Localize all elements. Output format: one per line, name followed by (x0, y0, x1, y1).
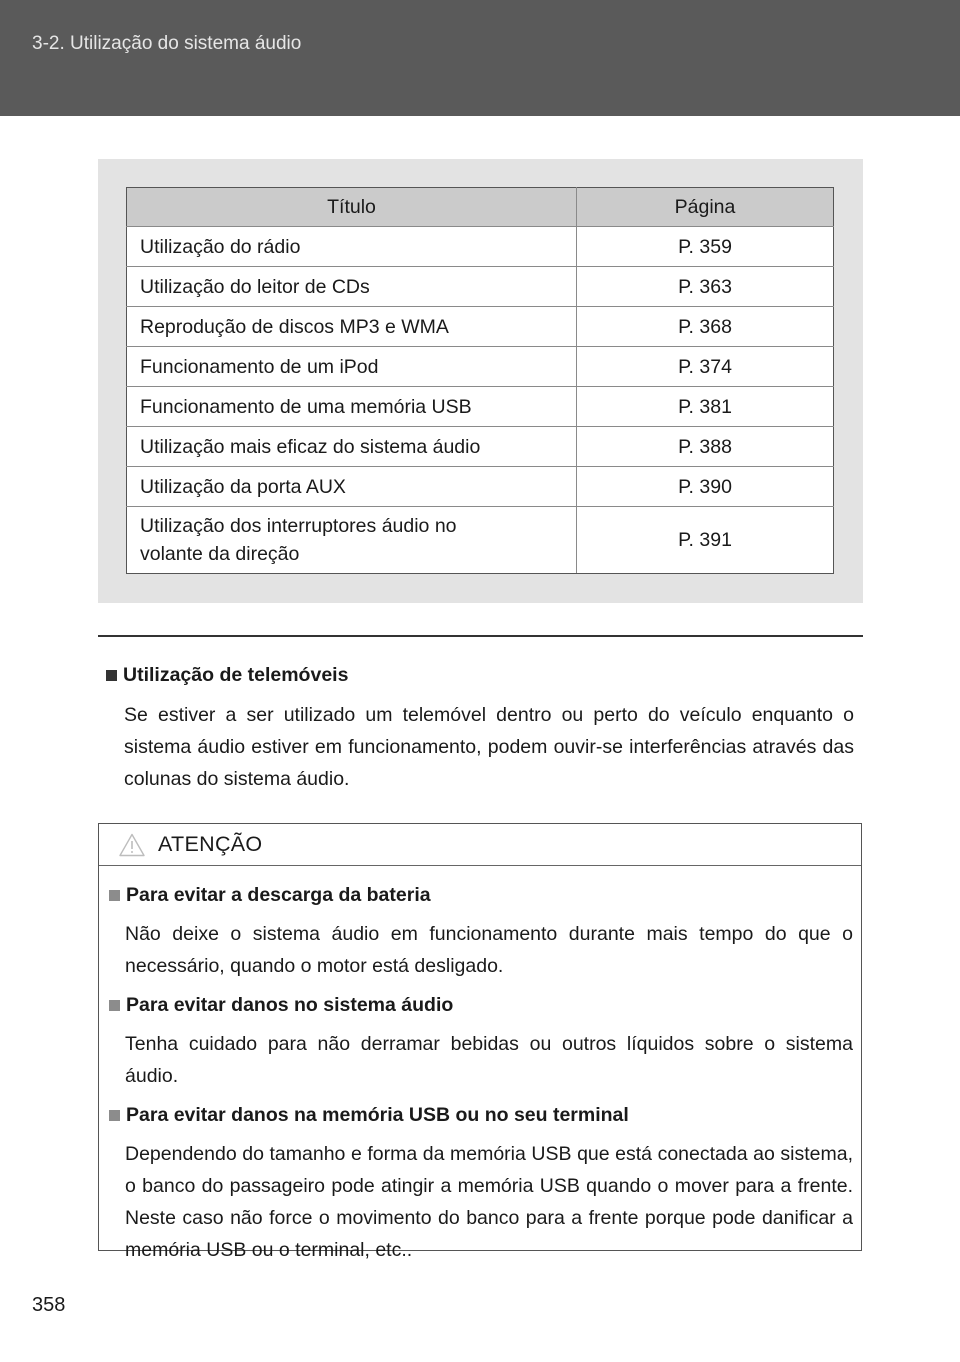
section-divider (98, 635, 863, 637)
row-title: Funcionamento de um iPod (127, 347, 577, 387)
warning-item (109, 882, 853, 982)
row-page: P. 381 (577, 387, 834, 427)
note-heading (106, 662, 854, 688)
warning-item-text: Dependendo do tamanho e forma da memória USB que está conectada ao sistema, o banco do passageiro pode atingir a memória USB quando o mover para a frente. Neste caso não force o movimento do banco para a frente porque pode danificar a memória USB ou o terminal, etc.. (125, 1143, 853, 1261)
row-page: P. 374 (577, 347, 834, 387)
warning-item-heading (109, 992, 853, 1018)
bullet-square-icon (109, 1110, 120, 1121)
table-row (127, 227, 834, 267)
row-title: Utilização do rádio (127, 227, 577, 267)
row-title: Utilização da porta AUX (127, 467, 577, 507)
warning-item-text: Não deixe o sistema áudio em funcionamento durante mais tempo do que o necessário, quando o motor está desligado. (125, 923, 853, 977)
warning-body (99, 866, 861, 1266)
row-page: P. 363 (577, 267, 834, 307)
section-title: 3-2. Utilização do sistema áudio (32, 33, 302, 54)
table-row (127, 267, 834, 307)
bullet-square-icon (109, 890, 120, 901)
warning-box (98, 823, 862, 1261)
row-title: Utilização mais eficaz do sistema áudio (127, 427, 577, 467)
warning-item (109, 1102, 853, 1266)
toc-table (126, 187, 834, 574)
column-header-page: Página (577, 188, 834, 227)
table-row (127, 387, 834, 427)
row-title: Reprodução de discos MP3 e WMA (127, 307, 577, 347)
row-title: Utilização dos interruptores áudio no volante da direção (127, 507, 577, 574)
bullet-square-icon (109, 1000, 120, 1011)
warning-title: ATENÇÃO (158, 832, 263, 856)
warning-item-text: Tenha cuidado para não derramar bebidas ou outros líquidos sobre o sistema áudio. (125, 1033, 853, 1087)
row-title: Utilização do leitor de CDs (127, 267, 577, 307)
row-title: Funcionamento de uma memória USB (127, 387, 577, 427)
toc-panel (98, 159, 863, 603)
table-row (127, 347, 834, 387)
bullet-square-icon (106, 670, 117, 681)
warning-header (99, 824, 861, 866)
row-page: P. 391 (577, 507, 834, 574)
warning-item (109, 992, 853, 1092)
page-number: 358 (32, 1294, 66, 1316)
warning-item-heading (109, 882, 853, 908)
warning-item-title: Para evitar danos no sistema áudio (126, 994, 454, 1016)
note-title: Utilização de telemóveis (123, 664, 349, 686)
warning-triangle-icon (119, 833, 145, 857)
row-page: P. 388 (577, 427, 834, 467)
table-row (127, 467, 834, 507)
row-page: P. 368 (577, 307, 834, 347)
table-header-row (127, 188, 834, 227)
table-row (127, 507, 834, 574)
phone-note (106, 662, 854, 795)
row-page: P. 359 (577, 227, 834, 267)
warning-item-heading (109, 1102, 853, 1128)
note-text: Se estiver a ser utilizado um telemóvel dentro ou perto do veículo enquanto o sistema áudio estiver em funcionamento, podem ouvir-se interferências através das colunas do sistema áudio. (124, 704, 854, 790)
row-page: P. 390 (577, 467, 834, 507)
column-header-title: Título (127, 188, 577, 227)
page-header (0, 0, 960, 116)
warning-item-title: Para evitar a descarga da bateria (126, 884, 431, 906)
warning-item-title: Para evitar danos na memória USB ou no seu terminal (126, 1104, 629, 1126)
table-row (127, 427, 834, 467)
table-row (127, 307, 834, 347)
